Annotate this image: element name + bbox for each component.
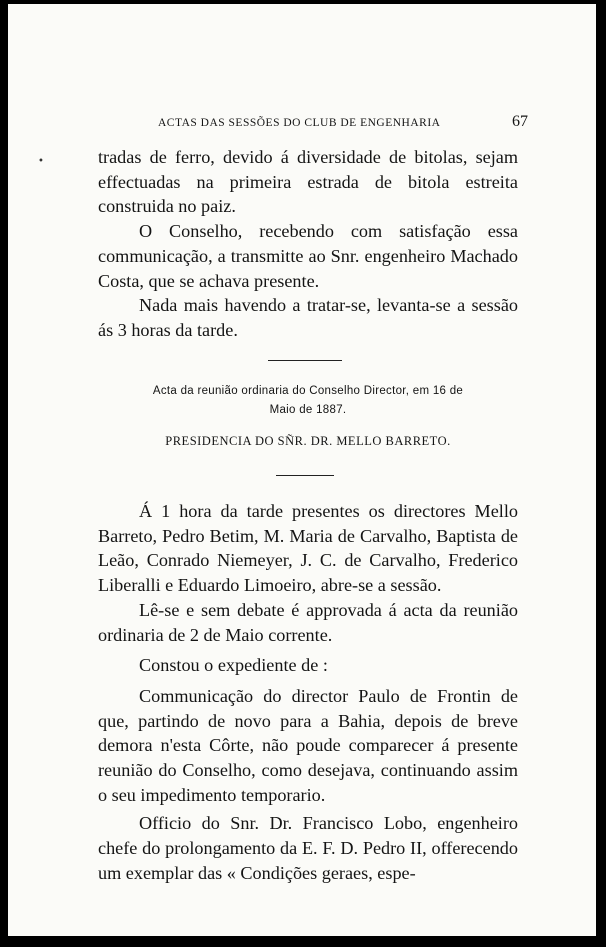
presidencia-heading: PRESIDENCIA DO SÑR. DR. MELLO BARRETO. bbox=[165, 434, 451, 448]
page-header bbox=[158, 113, 528, 135]
section-divider bbox=[268, 360, 342, 361]
book-page bbox=[8, 4, 596, 936]
heading-divider bbox=[276, 475, 334, 476]
margin-mark: • bbox=[38, 156, 44, 167]
paragraph: Á 1 hora da tarde presentes os directores Mello Barreto, Pedro Betim, M. Maria de Carvalho, Baptista de Leão, Conrado Niemeyer, J. C. de Carvalho, Frederico Liberalli e Eduardo Limoeiro, abre-se a sessão. bbox=[98, 501, 518, 596]
paragraph: Constou o expediente de : bbox=[139, 655, 328, 676]
acta-title-line: Acta da reunião ordinaria do Conselho Director, em 16 de bbox=[152, 385, 464, 397]
paragraph: tradas de ferro, devido á diversidade de bitolas, sejam effectuadas na primeira estrada de bitola estreita construida no paiz. bbox=[98, 147, 518, 217]
paragraph: Lê-se e sem debate é approvada á acta da reunião ordinaria de 2 de Maio corrente. bbox=[98, 599, 518, 645]
paragraph: Communicação do director Paulo de Frontin de que, partindo de novo para a Bahia, depois de breve demora n'esta Côrte, não poude comparecer á presente reunião do Conselho, como desejava, continuando assim o seu impedimento temporario. bbox=[98, 685, 518, 805]
paragraph: Officio do Snr. Dr. Francisco Lobo, engenheiro chefe do prolongamento da E. F. D. Pedro II, offerecendo um exemplar das « Condições geraes, espe- bbox=[98, 813, 518, 883]
acta-title-line: Maio de 1887. bbox=[269, 404, 347, 416]
acta-body bbox=[98, 499, 518, 886]
acta-title bbox=[108, 382, 508, 420]
paragraph: Nada mais havendo a tratar-se, levanta-se a sessão ás 3 horas da tarde. bbox=[98, 295, 518, 340]
paragraph: O Conselho, recebendo com satisfação essa communicação, a transmitte ao Snr. engenheiro Machado Costa, que se achava presente. bbox=[98, 221, 518, 291]
running-title: ACTAS DAS SESSÕES DO CLUB DE ENGENHARIA bbox=[158, 117, 441, 129]
page-number: 67 bbox=[512, 113, 528, 130]
closing-text bbox=[98, 145, 518, 343]
